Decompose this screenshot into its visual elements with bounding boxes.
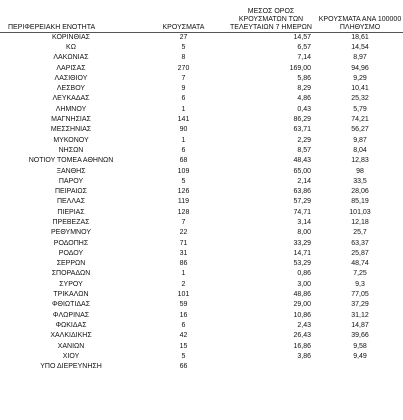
- average-cell: 57,29: [293, 198, 311, 206]
- per-100000-cell: 101,03: [349, 208, 371, 216]
- table-row: [0, 197, 403, 207]
- unit-cell: ΝΟΤΙΟΥ ΤΟΜΕΑ ΑΘΗΝΩΝ: [28, 157, 114, 165]
- cases-cell: 16: [179, 311, 188, 319]
- table-row: [0, 187, 403, 197]
- unit-cell: ΦΩΚΙΔΑΣ: [55, 321, 87, 329]
- cases-cell: 90: [179, 126, 188, 134]
- per-100000-cell: 18,61: [351, 33, 369, 41]
- unit-cell: ΛΕΣΒΟΥ: [56, 85, 86, 93]
- unit-cell: ΚΩ: [66, 43, 76, 51]
- average-cell: 10,86: [293, 311, 311, 319]
- per-100000-cell: 74,21: [351, 116, 369, 124]
- average-cell: 3,14: [297, 218, 311, 226]
- table-row: [0, 321, 403, 331]
- unit-cell: ΞΑΝΘΗΣ: [56, 167, 86, 175]
- per-100000-cell: 14,54: [351, 43, 369, 51]
- average-cell: 8,00: [297, 229, 311, 237]
- table-row: [0, 74, 403, 84]
- average-cell: 65,00: [293, 167, 311, 175]
- per-100000-cell: 12,18: [351, 218, 369, 226]
- table-row: [0, 156, 403, 166]
- cases-cell: 6: [181, 95, 186, 103]
- header-7day-average: ΜΕΣΟΣ ΟΡΟΣ ΚΡΟΥΣΜΑΤΩΝ ΤΩΝ ΤΕΛΕΥΤΑΙΩΝ 7 ΗΜΕΡΩΝ: [225, 4, 317, 32]
- unit-cell: ΠΕΙΡΑΙΩΣ: [55, 188, 87, 196]
- table-row: [0, 43, 403, 53]
- unit-cell: ΡΟΔΟΥ: [58, 249, 84, 257]
- cases-cell: 5: [181, 352, 186, 360]
- cases-cell: 6: [181, 146, 186, 154]
- unit-cell: ΣΕΡΡΩΝ: [56, 260, 86, 268]
- cases-cell: 101: [177, 291, 190, 299]
- unit-cell: ΛΗΜΝΟΥ: [55, 105, 87, 113]
- table-row: [0, 166, 403, 176]
- unit-cell: ΠΑΡΟΥ: [58, 177, 84, 185]
- unit-cell: ΜΥΚΟΝΟΥ: [53, 136, 89, 144]
- average-cell: 86,29: [293, 116, 311, 124]
- per-100000-cell: 37,29: [351, 301, 369, 309]
- table-row: [0, 300, 403, 310]
- table-row: [0, 218, 403, 228]
- cases-cell: 66: [179, 363, 188, 371]
- cases-cell: 270: [177, 64, 190, 72]
- per-100000-cell: 77,05: [351, 291, 369, 299]
- unit-cell: ΜΑΓΝΗΣΙΑΣ: [51, 116, 91, 124]
- per-100000-cell: 98: [356, 167, 364, 175]
- table-row: [0, 94, 403, 104]
- header-cases: ΚΡΟΥΣΜΑΤΑ: [142, 4, 225, 32]
- cases-cell: 8: [181, 54, 186, 62]
- cases-cell: 7: [181, 218, 186, 226]
- table-row: [0, 352, 403, 362]
- per-100000-cell: 8,04: [353, 146, 367, 154]
- table-row: [0, 341, 403, 351]
- table-row: [0, 259, 403, 269]
- cases-cell: 86: [179, 260, 188, 268]
- table-row: [0, 311, 403, 321]
- average-cell: 169,00: [289, 64, 311, 72]
- unit-cell: ΛΑΣΙΘΙΟΥ: [54, 74, 88, 82]
- per-100000-cell: 5,79: [353, 105, 367, 113]
- average-cell: 3,00: [297, 280, 311, 288]
- cases-cell: 5: [181, 43, 186, 51]
- per-100000-cell: 48,74: [351, 260, 369, 268]
- cases-cell: 22: [179, 229, 188, 237]
- per-100000-cell: 9,87: [353, 136, 367, 144]
- header-unit: ΠΕΡΙΦΕΡΕΙΑΚΗ ΕΝΟΤΗΤΑ: [0, 4, 142, 32]
- unit-cell: ΛΑΚΩΝΙΑΣ: [53, 54, 89, 62]
- table-row: [0, 125, 403, 135]
- average-cell: 63,71: [293, 126, 311, 134]
- per-100000-cell: 56,27: [351, 126, 369, 134]
- average-cell: 4,86: [297, 95, 311, 103]
- average-cell: 5,86: [297, 74, 311, 82]
- cases-cell: 71: [179, 239, 188, 247]
- table-row: [0, 115, 403, 125]
- unit-cell: ΚΟΡΙΝΘΙΑΣ: [52, 33, 90, 41]
- unit-cell: ΛΑΡΙΣΑΣ: [56, 64, 86, 72]
- table-row: [0, 280, 403, 290]
- table-body: [0, 32, 403, 372]
- table-row: [0, 84, 403, 94]
- average-cell: 53,29: [293, 260, 311, 268]
- unit-cell: ΧΙΟΥ: [62, 352, 80, 360]
- cases-cell: 31: [179, 249, 188, 257]
- average-cell: 0,86: [297, 270, 311, 278]
- unit-cell: ΜΕΣΣΗΝΙΑΣ: [50, 126, 92, 134]
- per-100000-cell: 39,66: [351, 332, 369, 340]
- average-cell: 14,71: [293, 249, 311, 257]
- average-cell: 16,86: [293, 342, 311, 350]
- unit-cell: ΝΗΣΩΝ: [58, 146, 84, 154]
- cases-cell: 1: [181, 105, 186, 113]
- per-100000-cell: 10,41: [351, 85, 369, 93]
- unit-cell: ΡΟΔΟΠΗΣ: [53, 239, 89, 247]
- cases-cell: 68: [179, 157, 188, 165]
- unit-cell: ΤΡΙΚΑΛΩΝ: [53, 291, 89, 299]
- per-100000-cell: 8,97: [353, 54, 367, 62]
- per-100000-cell: 9,58: [353, 342, 367, 350]
- cases-cell: 42: [179, 332, 188, 340]
- average-cell: 2,14: [297, 177, 311, 185]
- table-row: [0, 238, 403, 248]
- per-100000-cell: 94,96: [351, 64, 369, 72]
- unit-cell: ΠΡΕΒΕΖΑΣ: [52, 218, 90, 226]
- per-100000-cell: 85,19: [351, 198, 369, 206]
- table-row: [0, 208, 403, 218]
- unit-cell: ΥΠΟ ΔΙΕΡΕΥΝΗΣΗ: [40, 363, 102, 371]
- table-row: [0, 249, 403, 259]
- per-100000-cell: 33,5: [353, 177, 367, 185]
- average-cell: 33,29: [293, 239, 311, 247]
- cases-cell: 1: [181, 136, 186, 144]
- unit-cell: ΦΛΩΡΙΝΑΣ: [52, 311, 90, 319]
- cases-cell: 9: [181, 85, 186, 93]
- average-cell: 63,86: [293, 188, 311, 196]
- average-cell: 2,29: [297, 136, 311, 144]
- unit-cell: ΠΙΕΡΙΑΣ: [57, 208, 85, 216]
- average-cell: 48,86: [293, 291, 311, 299]
- unit-cell: ΡΕΘΥΜΝΟΥ: [50, 229, 91, 237]
- unit-cell: ΣΥΡΟΥ: [59, 280, 83, 288]
- cases-cell: 27: [179, 33, 188, 41]
- table-row: [0, 228, 403, 238]
- average-cell: 48,43: [293, 157, 311, 165]
- cases-cell: 2: [181, 280, 186, 288]
- cases-cell: 1: [181, 270, 186, 278]
- per-100000-cell: 12,83: [351, 157, 369, 165]
- cases-cell: 109: [177, 167, 190, 175]
- average-cell: 2,43: [297, 321, 311, 329]
- unit-cell: ΧΑΛΚΙΔΙΚΗΣ: [50, 332, 92, 340]
- table-row: [0, 177, 403, 187]
- header-per-100000: ΚΡΟΥΣΜΑΤΑ ΑΝΑ 100000 ΠΛΗΘΥΣΜΟ: [317, 4, 403, 32]
- table-row: [0, 63, 403, 73]
- cases-cell: 126: [177, 188, 190, 196]
- per-100000-cell: 28,06: [351, 188, 369, 196]
- table-row: [0, 32, 403, 43]
- unit-cell: ΠΕΛΛΑΣ: [56, 198, 86, 206]
- table-row: [0, 135, 403, 145]
- cases-cell: 59: [179, 301, 188, 309]
- average-cell: 6,57: [297, 43, 311, 51]
- average-cell: 3,86: [297, 352, 311, 360]
- table-row: [0, 53, 403, 63]
- per-100000-cell: 7,25: [353, 270, 367, 278]
- header-row: [0, 4, 403, 32]
- average-cell: 14,57: [293, 33, 311, 41]
- average-cell: 0,43: [297, 105, 311, 113]
- average-cell: 29,00: [293, 301, 311, 309]
- table-row: [0, 146, 403, 156]
- per-100000-cell: 25,87: [351, 249, 369, 257]
- cases-cell: 6: [181, 321, 186, 329]
- per-100000-cell: 63,37: [351, 239, 369, 247]
- average-cell: 8,57: [297, 146, 311, 154]
- average-cell: 7,14: [297, 54, 311, 62]
- per-100000-cell: 9,49: [353, 352, 367, 360]
- per-100000-cell: 9,29: [353, 74, 367, 82]
- per-100000-cell: 25,32: [351, 95, 369, 103]
- cases-cell: 7: [181, 74, 186, 82]
- per-100000-cell: 25,7: [353, 229, 367, 237]
- unit-cell: ΧΑΝΙΩΝ: [57, 342, 85, 350]
- cases-cell: 119: [177, 198, 190, 206]
- cases-cell: 141: [177, 116, 190, 124]
- cases-cell: 128: [177, 208, 190, 216]
- unit-cell: ΦΘΙΩΤΙΔΑΣ: [51, 301, 91, 309]
- per-100000-cell: 14,87: [351, 321, 369, 329]
- average-cell: 8,29: [297, 85, 311, 93]
- average-cell: 74,71: [293, 208, 311, 216]
- table-row: [0, 362, 403, 372]
- unit-cell: ΣΠΟΡΑΔΩΝ: [51, 270, 91, 278]
- per-100000-cell: 31,12: [351, 311, 369, 319]
- table-row: [0, 269, 403, 279]
- table-row: [0, 290, 403, 300]
- per-100000-cell: 9,3: [355, 280, 365, 288]
- average-cell: [225, 362, 317, 372]
- unit-cell: ΛΕΥΚΑΔΑΣ: [52, 95, 90, 103]
- cases-table: [0, 4, 403, 372]
- average-cell: 26,43: [293, 332, 311, 340]
- per-100000-cell: [317, 362, 403, 372]
- cases-cell: 15: [179, 342, 188, 350]
- table-row: [0, 331, 403, 341]
- cases-cell: 5: [181, 177, 186, 185]
- table-row: [0, 105, 403, 115]
